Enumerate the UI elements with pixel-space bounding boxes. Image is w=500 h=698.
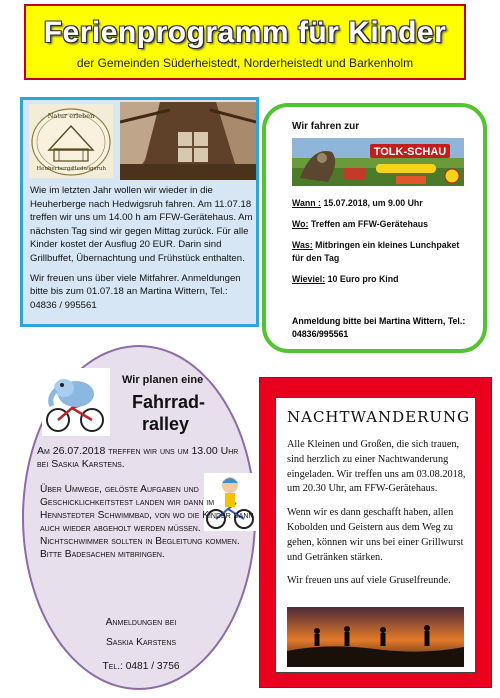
rallye-contact-line3: Tel.: 0481 / 3756 bbox=[102, 661, 180, 672]
nachtwanderung-paragraph: Wir freuen uns auf viele Gruselfreunde. bbox=[287, 575, 451, 587]
rallye-heading-small: Wir planen eine bbox=[122, 374, 204, 386]
rallye-contact-line1: Anmeldungen bei bbox=[105, 617, 177, 628]
rallye-paragraph-2: Über Umwege, gelöste Aufgaben und Geschicklichkeitstest landen wir dann im Hennstedter Schwimmbad, von wo die Kinder dann auch wieder abgeholt werden müssen. Nichtschwimmer sollten in Begleitung kommen. Bitte Badesachen mitbringen. bbox=[40, 484, 254, 560]
tolk-details bbox=[292, 197, 472, 294]
seal-text-top: Natur erleben bbox=[47, 112, 95, 120]
fahrradrallye-ellipse bbox=[22, 345, 256, 690]
hayloft-photo bbox=[120, 102, 256, 180]
heuherberge-paragraph: Wie im letzten Jahr wollen wir wieder in die Heuherberge nach Hedwigsruh fahren. Am 11.07.18 treffen wir uns um 14.00 h am FFW-Gerätehaus. Am nächsten Tag sind wir gegen Mittag zurück. Für alle Kinder kostet der Ausflug 20 EUR. Darin sind Grillbuffet, Übernachtung und Frühstück enthalten. bbox=[30, 185, 253, 264]
rallye-heading-big bbox=[132, 391, 205, 435]
heuherberge-text bbox=[30, 184, 256, 318]
tolk-wo-line bbox=[292, 218, 472, 231]
hikers-sunset-image bbox=[287, 607, 464, 667]
wann-value: 15.07.2018, um 9.00 Uhr bbox=[323, 198, 423, 208]
wieviel-label: Wieviel: bbox=[292, 274, 326, 284]
header-banner bbox=[24, 4, 466, 80]
wann-label: Wann : bbox=[292, 198, 321, 208]
nachtwanderung-paragraph: Wenn wir es dann geschafft haben, allen Kobolden und Geistern aus dem Weg zu gehen, können wir uns bei einer Grillwurst und Getränken stärken. bbox=[287, 507, 464, 563]
tolk-image-text: TOLK-SCHAU bbox=[373, 146, 447, 158]
page-title: Ferienprogramm für Kinder bbox=[43, 16, 447, 49]
seal-text-right: Hedwigsruh bbox=[71, 166, 107, 172]
nachtwanderung-inner bbox=[275, 397, 476, 673]
tolk-schau-box bbox=[262, 103, 487, 353]
was-label: Was: bbox=[292, 240, 313, 250]
tolk-schau-image bbox=[292, 138, 464, 186]
tolk-anmeldung: Anmeldung bitte bei Martina Wittern, Tel.: 04836/995561 bbox=[292, 316, 466, 339]
wo-value: Treffen am FFW-Gerätehaus bbox=[310, 219, 429, 229]
wo-label: Wo: bbox=[292, 219, 309, 229]
nachtwanderung-text bbox=[287, 438, 470, 598]
wieviel-value: 10 Euro pro Kind bbox=[327, 274, 399, 284]
rallye-heading-big-line1: Fahrrad- bbox=[132, 392, 206, 412]
nachtwanderung-title: NACHTWANDERUNG bbox=[287, 408, 471, 426]
rallye-paragraph-1: Am 26.07.2018 treffen wir uns um 13.00 Uhr bei Saskia Karstens. bbox=[37, 445, 239, 470]
tolk-wann-line bbox=[292, 197, 472, 210]
heuherberge-box bbox=[20, 97, 259, 327]
tolk-wieviel-line bbox=[292, 273, 472, 286]
heuherberge-seal-image bbox=[29, 104, 113, 178]
heuherberge-paragraph: Wir freuen uns über viele Mitfahrer. Anmeldungen bitte bis zum 01.07.18 an Martina Wittern, Tel.: 04836 / 995561 bbox=[30, 272, 241, 311]
was-value: Mitbringen ein kleines Lunchpaket für den Tag bbox=[292, 240, 460, 263]
rallye-contact-line2: Saskia Karstens bbox=[105, 637, 177, 648]
nachtwanderung-paragraph: Alle Kleinen und Großen, die sich trauen, sind herzlich zu einer Nachtwanderung eingeladen. Wir treffen uns am 03.08.2018, um 20.30 Uhr, am FFW-Gerätehaus. bbox=[287, 439, 466, 495]
rallye-heading-big-line2: ralley bbox=[142, 414, 190, 434]
tolk-was-line bbox=[292, 239, 472, 265]
seal-text-left: Heuherberge bbox=[36, 166, 74, 172]
tolk-heading: Wir fahren zur bbox=[292, 121, 360, 132]
elephant-cyclist-icon bbox=[42, 368, 110, 436]
nachtwanderung-box bbox=[259, 377, 492, 688]
page-subtitle: der Gemeinden Süderheistedt, Norderheistedt und Barkenholm bbox=[76, 56, 414, 70]
